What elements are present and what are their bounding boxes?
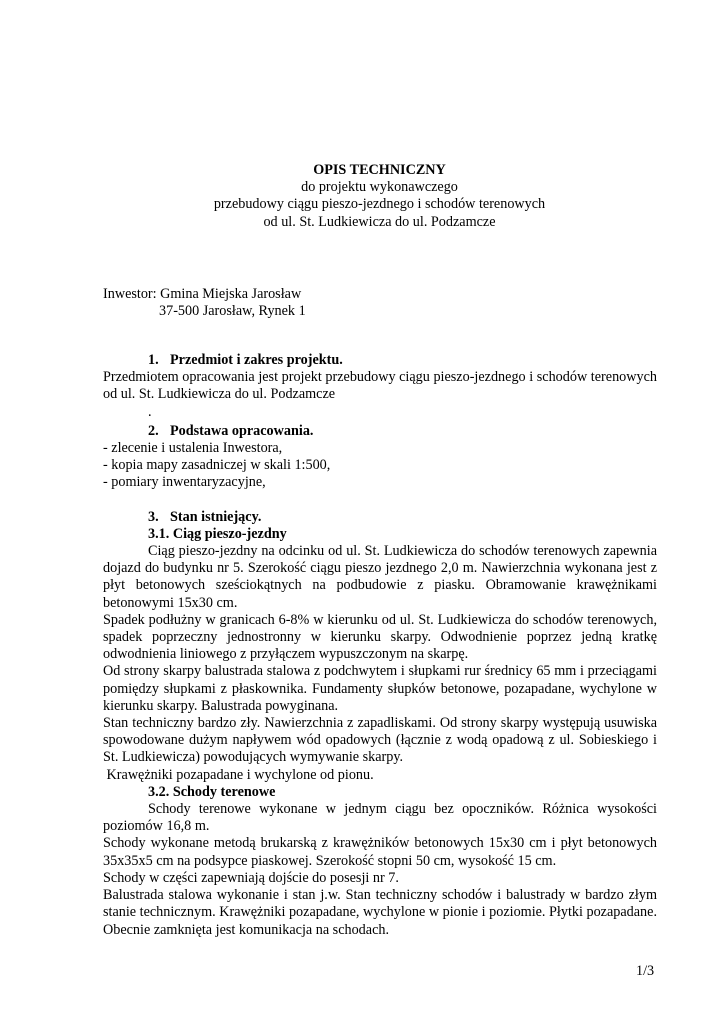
page-number: 1/3 xyxy=(636,963,655,979)
list-item: - zlecenie i ustalenia Inwestora, xyxy=(103,440,283,457)
subtitle-line-1: do projektu wykonawczego xyxy=(301,179,458,196)
list-item: - pomiary inwentaryzacyjne, xyxy=(103,474,266,491)
section-1-number: 1. xyxy=(148,352,159,368)
section-1-heading xyxy=(103,352,657,369)
section-1-title: Przedmiot i zakres projektu. xyxy=(170,352,343,368)
section-3-1-paragraph-4: Stan techniczny bardzo zły. Nawierzchnia z zapadliskami. Od strony skarpy występują usuwiska spowodowane dużym napływem wód opadowych (łącznie z wodą opadową z ul. Sobieskiego i St. Ludkiewicza) powodujących wymywanie skarpy. xyxy=(103,715,657,766)
investor-address: 37-500 Jarosław, Rynek 1 xyxy=(159,303,306,320)
title-block xyxy=(102,162,657,231)
section-3-2-paragraph-3: Schody w części zapewniają dojście do posesji nr 7. xyxy=(103,869,399,886)
section-1-text: Przedmiotem opracowania jest projekt przebudowy ciągu pieszo-jezdnego i schodów terenowych od ul. St. Ludkiewicza do ul. Podzamcze xyxy=(103,369,657,403)
section-2-number: 2. xyxy=(148,422,159,439)
section-3-2-heading: 3.2. Schody terenowe xyxy=(148,783,276,800)
section-3-1-heading: 3.1. Ciąg pieszo-jezdny xyxy=(148,525,287,542)
section-3-2-paragraph-2: Schody wykonane metodą brukarską z krawężników betonowych 15x30 cm i płyt betonowych 35x35x5 cm na podsypce piaskowej. Szerokość stopni 50 cm, wysokość 15 cm. xyxy=(103,835,657,869)
section-3-heading xyxy=(103,509,657,526)
section-2-heading xyxy=(103,423,657,440)
section-3-2-paragraph-4: Balustrada stalowa wykonanie i stan j.w. Stan techniczny schodów i balustrady w bardzo złym stanie technicznym. Krawężniki pozapadane, wychylone w pionie i poziomie. Płytki pozapadane. Obecnie zamknięta jest komunikacja na schodach. xyxy=(103,887,657,938)
document-title: OPIS TECHNICZNY xyxy=(313,162,446,178)
section-3-1-paragraph-2: Spadek podłużny w granicach 6-8% w kierunku od ul. St. Ludkiewicza do schodów terenowych, spadek poprzeczny jednostronny w kierunku skarpy. Odwodnienie poprzez jedną kratkę odwodnienia liniowego z przyłączem wypuszczonym na skarpę. xyxy=(103,611,657,663)
section-3-title: Stan istniejący. xyxy=(170,508,262,525)
section-3-number: 3. xyxy=(148,508,159,525)
investor-block xyxy=(103,286,663,320)
section-3-1-paragraph-1: Ciąg pieszo-jezdny na odcinku od ul. St. Ludkiewicza do schodów terenowych zapewnia dojazd do budynku nr 5. Szerokość ciągu pieszo jezdnego 2,0 m. Nawierzchnia wykonana jest z płyt betonowych sześciokątnych na podbudowie z piasku. Obramowanie krawężnikami betonowymi 15x30 cm. xyxy=(103,543,657,611)
list-item: - kopia mapy zasadniczej w skali 1:500, xyxy=(103,457,331,474)
subtitle-line-2: przebudowy ciągu pieszo-jezdnego i schodów terenowych xyxy=(213,196,546,213)
section-3-1-paragraph-3: Od strony skarpy balustrada stalowa z podchwytem i słupkami rur średnicy 65 mm i przeciągami pomiędzy słupkami z płaskownika. Fundamenty słupków betonowe, pozapadane, wychylone w kierunku skarpy. Balustrada powyginana. xyxy=(103,663,657,714)
section-3-2-paragraph-1: Schody terenowe wykonane w jednym ciągu bez opoczników. Różnica wysokości poziomów 16,8 m. xyxy=(103,801,657,835)
section-1-dot: . xyxy=(148,403,152,420)
section-3-1-paragraph-5: Krawężniki pozapadane i wychylone od pionu. xyxy=(103,766,374,783)
section-2-title: Podstawa opracowania. xyxy=(170,422,314,439)
document-body xyxy=(103,352,657,939)
investor-name: Inwestor: Gmina Miejska Jarosław xyxy=(103,286,302,302)
subtitle-line-3: od ul. St. Ludkiewicza do ul. Podzamcze xyxy=(263,213,496,230)
